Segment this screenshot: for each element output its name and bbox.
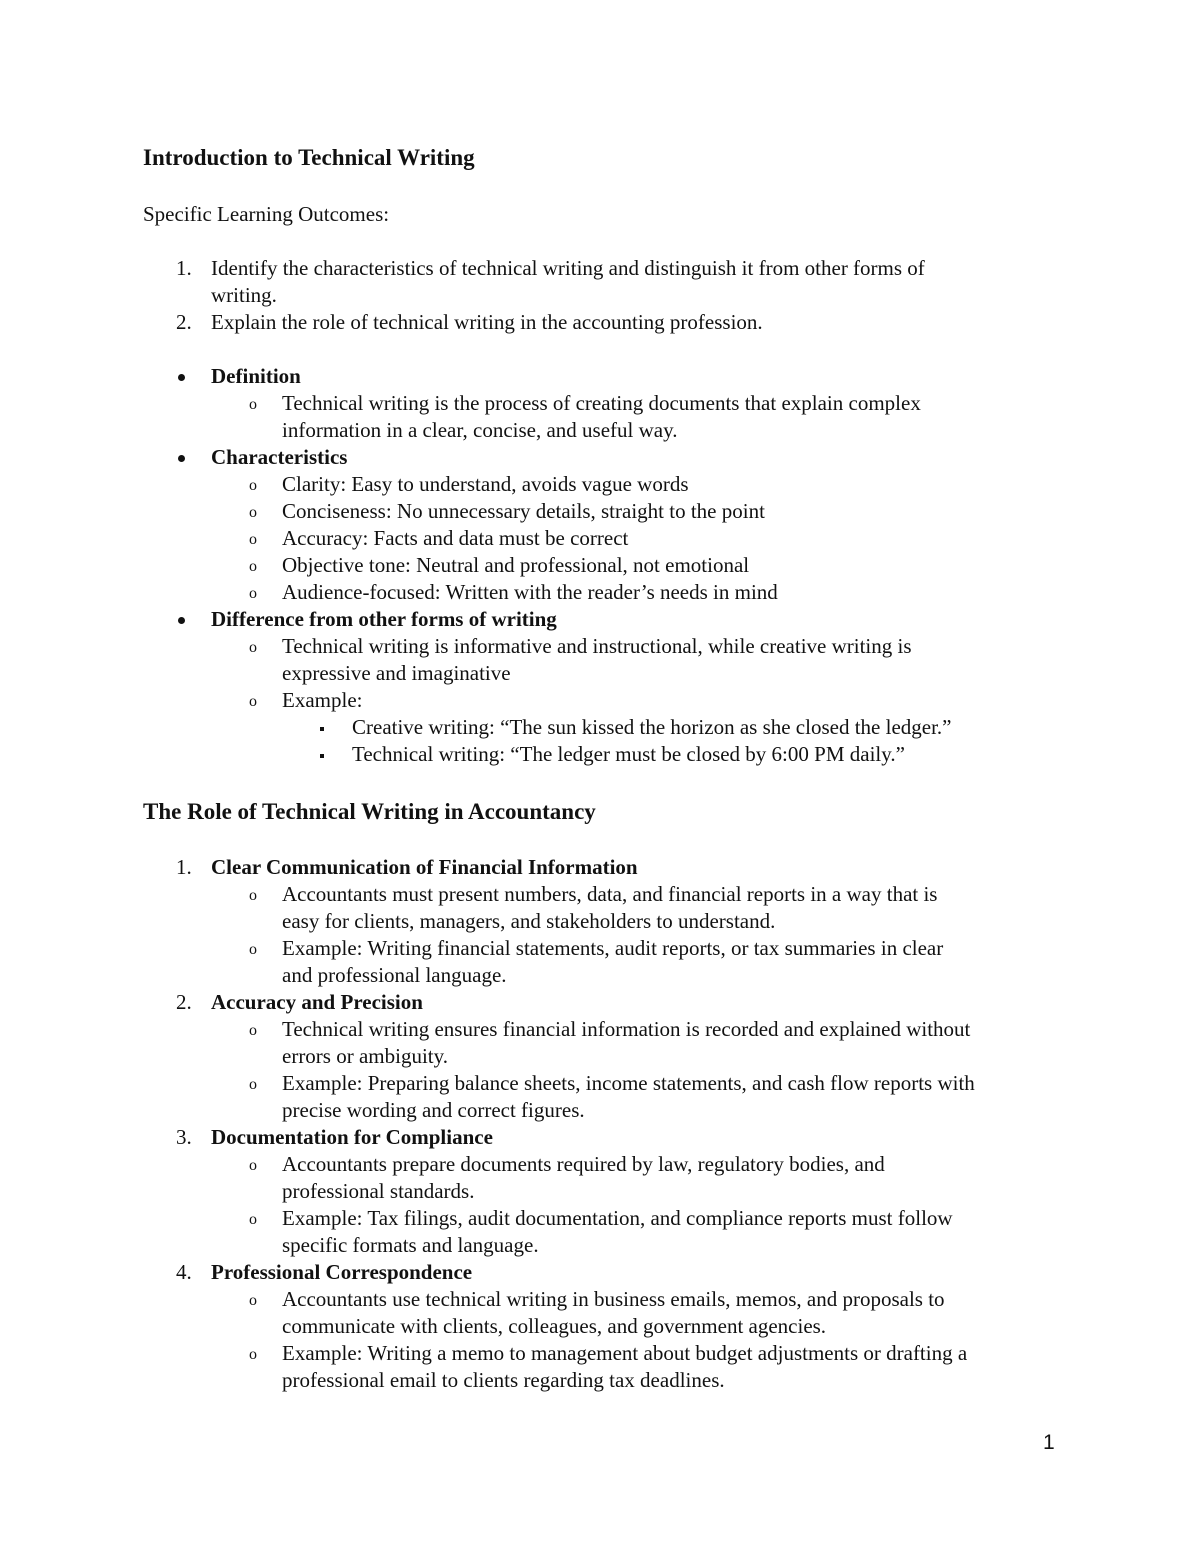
sub-item-text: Conciseness: No unnecessary details, straight to the point <box>282 499 765 523</box>
square-bullet-icon <box>320 727 324 731</box>
sub-bullet-icon: o <box>249 1292 257 1309</box>
sub-bullet-icon: o <box>249 531 257 548</box>
sub-item-text: expressive and imaginative <box>282 661 511 685</box>
sub-item-text: Accountants prepare documents required by law, regulatory bodies, and <box>282 1152 885 1176</box>
bullet-icon <box>178 617 185 624</box>
role-number: 2. <box>176 990 192 1014</box>
role-number: 1. <box>176 855 192 879</box>
sub-bullet-icon: o <box>249 1346 257 1363</box>
outcomes-label: Specific Learning Outcomes: <box>143 202 390 226</box>
sub-bullet-icon: o <box>249 941 257 958</box>
sub-item-text: precise wording and correct figures. <box>282 1098 585 1122</box>
sub-bullet-icon: o <box>249 1022 257 1039</box>
sub-bullet-icon: o <box>249 396 257 413</box>
sub-item-text: professional standards. <box>282 1179 475 1203</box>
example-item-text: Creative writing: “The sun kissed the horizon as she closed the ledger.” <box>352 715 952 739</box>
sub-item-text: and professional language. <box>282 963 507 987</box>
sub-item-text: Example: <box>282 688 363 712</box>
sub-item-text: specific formats and language. <box>282 1233 539 1257</box>
page-title: Introduction to Technical Writing <box>143 145 475 170</box>
section-title-role: The Role of Technical Writing in Accountancy <box>143 799 596 824</box>
sub-item-text: errors or ambiguity. <box>282 1044 449 1068</box>
square-bullet-icon <box>320 754 324 758</box>
sub-item-text: Example: Preparing balance sheets, income statements, and cash flow reports with <box>282 1071 975 1095</box>
sub-item-text: Example: Tax filings, audit documentation, and compliance reports must follow <box>282 1206 953 1230</box>
topic-heading: Characteristics <box>211 445 348 469</box>
sub-item-text: Objective tone: Neutral and professional, not emotional <box>282 553 750 577</box>
role-heading: Accuracy and Precision <box>211 990 423 1014</box>
sub-item-text: Example: Writing financial statements, audit reports, or tax summaries in clear <box>282 936 944 960</box>
sub-item-text: easy for clients, managers, and stakeholders to understand. <box>282 909 776 933</box>
sub-item-text: Technical writing is informative and instructional, while creative writing is <box>282 634 912 658</box>
sub-bullet-icon: o <box>249 1211 257 1228</box>
topic-heading: Definition <box>211 364 301 388</box>
role-heading: Clear Communication of Financial Information <box>211 855 638 879</box>
sub-bullet-icon: o <box>249 1157 257 1174</box>
sub-bullet-icon: o <box>249 585 257 602</box>
role-number: 4. <box>176 1260 192 1284</box>
sub-item-text: Audience-focused: Written with the reader’s needs in mind <box>282 580 778 604</box>
sub-item-text: Clarity: Easy to understand, avoids vague words <box>282 472 689 496</box>
outcome-text: Identify the characteristics of technical writing and distinguish it from other forms of <box>211 256 925 280</box>
sub-bullet-icon: o <box>249 887 257 904</box>
sub-item-text: professional email to clients regarding tax deadlines. <box>282 1368 725 1392</box>
outcome-number: 2. <box>176 310 192 334</box>
sub-item-text: Example: Writing a memo to management about budget adjustments or drafting a <box>282 1341 968 1365</box>
page-number: 1 <box>1043 1431 1055 1454</box>
topic-heading: Difference from other forms of writing <box>211 607 557 631</box>
bullet-icon <box>178 374 185 381</box>
sub-item-text: Accountants must present numbers, data, and financial reports in a way that is <box>282 882 938 906</box>
bullet-icon <box>178 455 185 462</box>
outcome-text: writing. <box>211 283 277 307</box>
role-heading: Documentation for Compliance <box>211 1125 493 1149</box>
outcome-number: 1. <box>176 256 192 280</box>
sub-item-text: information in a clear, concise, and useful way. <box>282 418 678 442</box>
sub-bullet-icon: o <box>249 477 257 494</box>
sub-item-text: Technical writing ensures financial information is recorded and explained without <box>282 1017 971 1041</box>
example-item-text: Technical writing: “The ledger must be closed by 6:00 PM daily.” <box>352 742 905 766</box>
sub-bullet-icon: o <box>249 504 257 521</box>
sub-item-text: Accountants use technical writing in business emails, memos, and proposals to <box>282 1287 945 1311</box>
sub-item-text: communicate with clients, colleagues, and government agencies. <box>282 1314 827 1338</box>
sub-bullet-icon: o <box>249 639 257 656</box>
role-number: 3. <box>176 1125 192 1149</box>
sub-bullet-icon: o <box>249 558 257 575</box>
role-heading: Professional Correspondence <box>211 1260 473 1284</box>
sub-item-text: Accuracy: Facts and data must be correct <box>282 526 629 550</box>
sub-bullet-icon: o <box>249 1076 257 1093</box>
sub-item-text: Technical writing is the process of creating documents that explain complex <box>282 391 921 415</box>
sub-bullet-icon: o <box>249 693 257 710</box>
outcome-text: Explain the role of technical writing in the accounting profession. <box>211 310 763 334</box>
